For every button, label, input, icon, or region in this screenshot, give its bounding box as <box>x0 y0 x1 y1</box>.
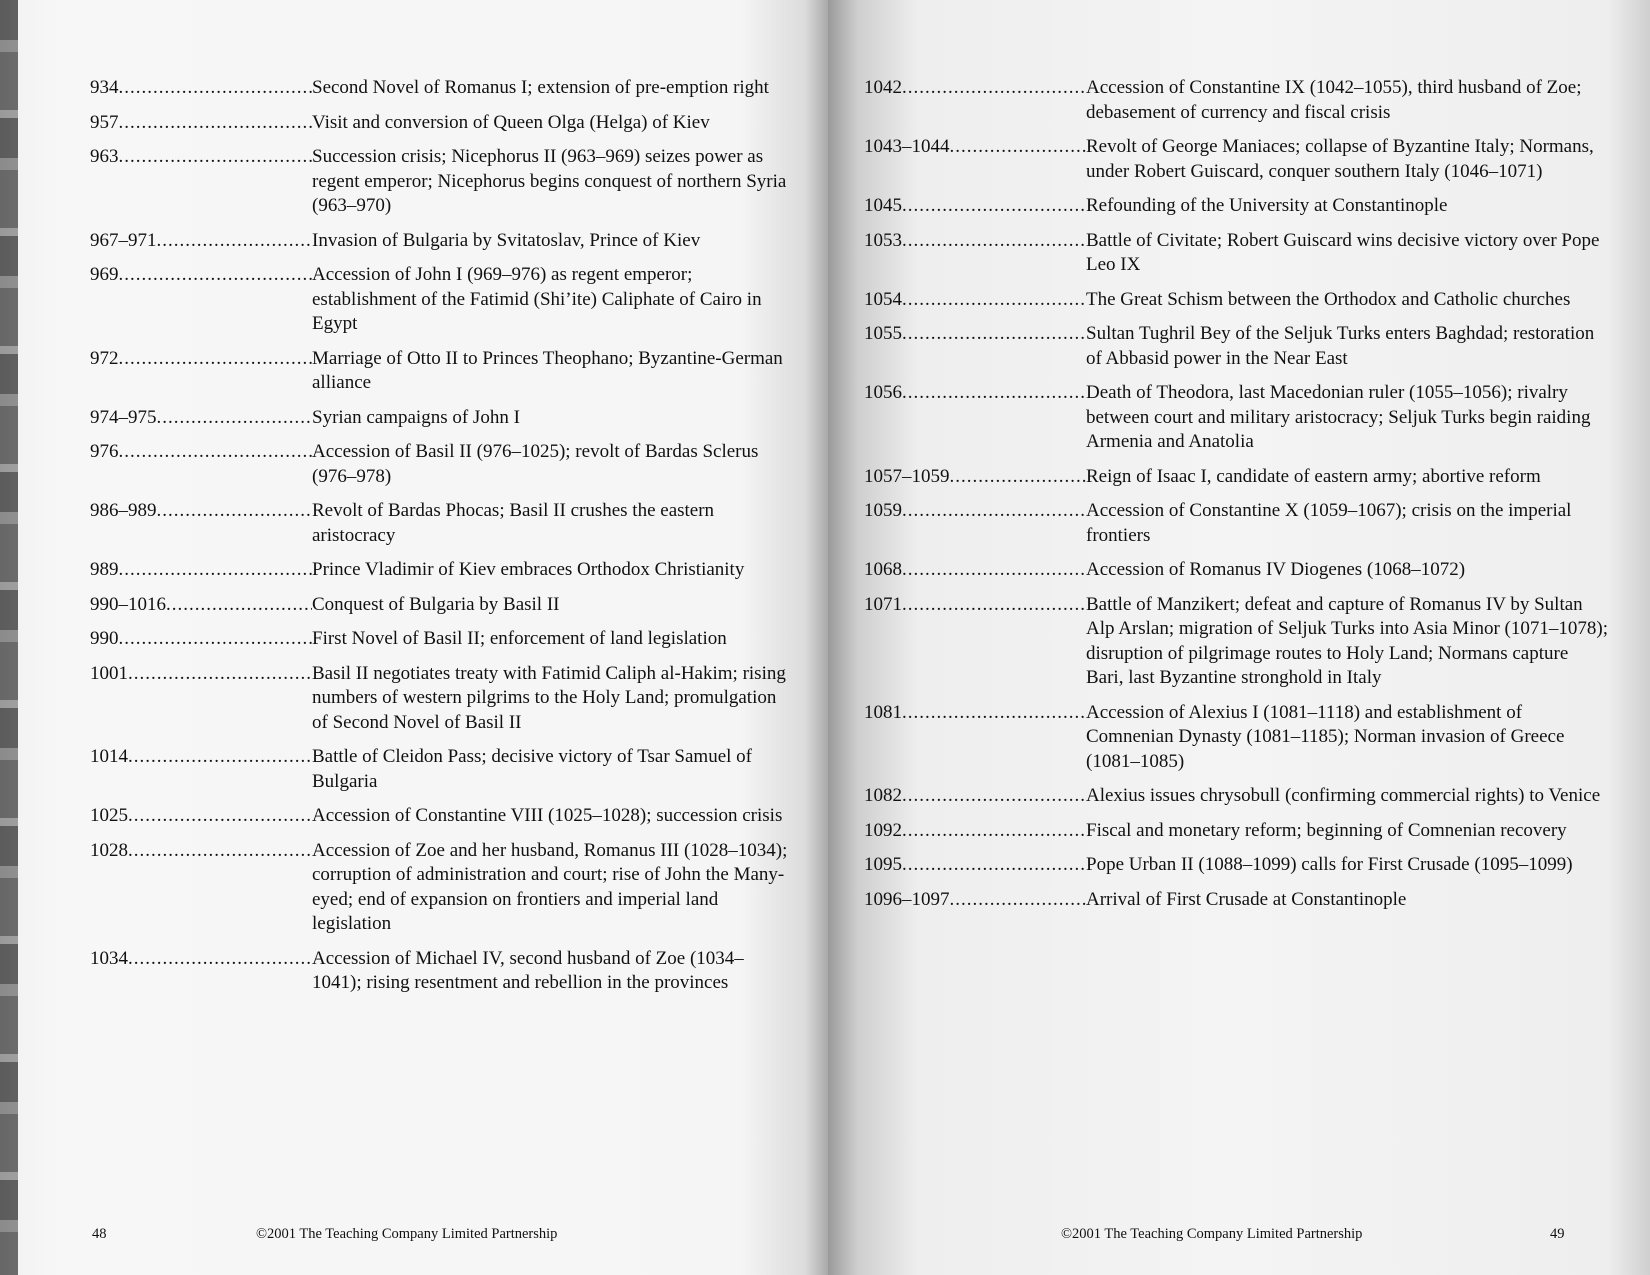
entry-description: First Novel of Basil II; enforcement of land legislation <box>312 628 727 649</box>
entry-description: Invasion of Bulgaria by Svitatoslav, Prince of Kiev <box>312 229 701 251</box>
timeline-entry <box>90 558 790 583</box>
entry-date: 974–975 <box>90 406 157 428</box>
entry-date: 1043–1044 <box>864 136 950 157</box>
timeline-entry <box>864 465 1609 490</box>
entry-date: 934 <box>90 77 119 98</box>
timeline-list-left <box>90 76 790 1006</box>
entry-date: 967–971 <box>90 229 157 251</box>
dot-leader <box>902 381 1086 455</box>
dot-leader <box>950 888 1087 913</box>
dot-leader <box>902 819 1086 844</box>
entry-description: Refounding of the University at Constantinople <box>1086 195 1448 216</box>
entry-description: Succession crisis; Nicephorus II (963–969) seizes power as regent emperor; Nicephorus begins conquest of northern Syria (963–970) <box>312 146 787 216</box>
entry-description: Accession of John I (969–976) as regent emperor; establishment of the Fatimid (Shi’ite) Caliphate of Cairo in Egypt <box>312 264 762 334</box>
dot-leader <box>902 701 1086 775</box>
entry-description: Prince Vladimir of Kiev embraces Orthodox Christianity <box>312 559 745 580</box>
entry-description: Second Novel of Romanus I; extension of pre-emption right <box>312 77 769 98</box>
timeline-entry <box>864 558 1609 583</box>
entry-date-leader <box>864 465 1086 490</box>
dot-leader <box>902 288 1086 313</box>
entry-date: 1068 <box>864 559 902 580</box>
entry-date-leader <box>864 135 1086 184</box>
timeline-entry <box>864 381 1609 455</box>
entry-date-leader <box>864 593 1086 691</box>
entry-description: Sultan Tughril Bey of the Seljuk Turks enters Baghdad; restoration of Abbasid power in the Near East <box>1086 323 1595 369</box>
timeline-entry <box>90 347 790 396</box>
entry-description: Alexius issues chrysobull (confirming commercial rights) to Venice <box>1086 785 1601 806</box>
timeline-entry <box>90 76 790 101</box>
entry-date: 1042 <box>864 77 902 98</box>
dot-leader <box>157 406 313 431</box>
dot-leader <box>902 194 1086 219</box>
entry-date: 1055 <box>864 323 902 344</box>
entry-date: 1095 <box>864 854 902 875</box>
timeline-entry <box>864 135 1609 184</box>
entry-date: 1059 <box>864 500 902 521</box>
dot-leader <box>157 229 313 254</box>
entry-description: Syrian campaigns of John I <box>312 406 520 428</box>
entry-date: 1025 <box>90 805 128 826</box>
entry-date-leader <box>90 111 312 136</box>
entry-date-leader <box>864 888 1086 913</box>
page-edge <box>0 0 18 1275</box>
timeline-entry <box>90 111 790 136</box>
entry-date: 1054 <box>864 288 902 310</box>
timeline-entry <box>864 888 1609 913</box>
entry-date-leader <box>864 194 1086 219</box>
timeline-entry <box>864 76 1609 125</box>
entry-date-leader <box>90 627 312 652</box>
dot-leader <box>902 76 1086 125</box>
timeline-entry <box>864 194 1609 219</box>
timeline-entry <box>864 229 1609 278</box>
entry-date: 1081 <box>864 701 902 723</box>
dot-leader <box>128 662 312 736</box>
entry-date: 989 <box>90 559 119 580</box>
entry-date-leader <box>90 745 312 794</box>
entry-date-leader <box>864 76 1086 125</box>
timeline-entry <box>864 853 1609 878</box>
entry-date: 1071 <box>864 593 902 615</box>
timeline-entry <box>90 406 790 431</box>
timeline-entry <box>864 819 1609 844</box>
dot-leader <box>902 593 1086 691</box>
entry-date-leader <box>864 288 1086 313</box>
entry-date-leader <box>864 499 1086 548</box>
timeline-entry <box>90 627 790 652</box>
entry-date: 1092 <box>864 819 902 841</box>
entry-date: 976 <box>90 441 119 462</box>
entry-date: 1028 <box>90 839 128 861</box>
timeline-entry <box>864 499 1609 548</box>
dot-leader <box>119 627 313 652</box>
dot-leader <box>902 229 1086 278</box>
dot-leader <box>119 76 313 101</box>
entry-date: 969 <box>90 264 119 285</box>
entry-date-leader <box>864 701 1086 775</box>
timeline-entry <box>864 593 1609 691</box>
timeline-entry <box>90 499 790 548</box>
timeline-entry <box>90 947 790 996</box>
timeline-entry <box>90 839 790 937</box>
timeline-entry <box>90 662 790 736</box>
entry-date: 1096–1097 <box>864 888 950 910</box>
timeline-entry <box>90 593 790 618</box>
timeline-entry <box>90 440 790 489</box>
entry-date: 957 <box>90 111 119 133</box>
entry-description: Marriage of Otto II to Princes Theophano; Byzantine-German alliance <box>312 347 783 393</box>
entry-date-leader <box>90 347 312 396</box>
timeline-entry <box>90 745 790 794</box>
entry-date: 990 <box>90 628 119 649</box>
timeline-entry <box>90 229 790 254</box>
dot-leader <box>119 145 313 219</box>
entry-date-leader <box>90 662 312 736</box>
entry-date: 986–989 <box>90 500 157 521</box>
entry-description: Accession of Zoe and her husband, Romanus III (1028–1034); corruption of administration and court; rise of John the Many-eyed; end of expansion on frontiers and imperial land legislation <box>312 839 788 934</box>
right-page <box>828 0 1650 1275</box>
timeline-entry <box>864 322 1609 371</box>
copyright-footer-left: ©2001 The Teaching Company Limited Partnership <box>256 1226 558 1242</box>
dot-leader <box>128 745 312 794</box>
entry-date: 1001 <box>90 662 128 684</box>
entry-description: Arrival of First Crusade at Constantinople <box>1086 888 1407 910</box>
dot-leader <box>128 804 312 829</box>
timeline-entry <box>90 263 790 337</box>
entry-date-leader <box>90 839 312 937</box>
entry-description: Accession of Constantine X (1059–1067); crisis on the imperial frontiers <box>1086 500 1572 546</box>
dot-leader <box>128 839 312 937</box>
dot-leader <box>166 593 312 618</box>
page-number-right: 49 <box>1550 1226 1565 1242</box>
entry-date: 1057–1059 <box>864 465 950 487</box>
timeline-entry <box>90 145 790 219</box>
dot-leader <box>119 111 313 136</box>
entry-date-leader <box>864 558 1086 583</box>
entry-date-leader <box>864 819 1086 844</box>
entry-description: The Great Schism between the Orthodox and Catholic churches <box>1086 288 1571 310</box>
timeline-entry <box>864 701 1609 775</box>
entry-date: 972 <box>90 347 119 369</box>
entry-date-leader <box>90 804 312 829</box>
entry-date: 1034 <box>90 947 128 969</box>
dot-leader <box>902 784 1086 809</box>
entry-description: Accession of Constantine VIII (1025–1028); succession crisis <box>312 805 783 826</box>
entry-date-leader <box>90 406 312 431</box>
timeline-entry <box>864 288 1609 313</box>
timeline-entry <box>864 784 1609 809</box>
dot-leader <box>128 947 312 996</box>
entry-date: 1056 <box>864 382 902 403</box>
entry-date-leader <box>90 229 312 254</box>
entry-description: Battle of Civitate; Robert Guiscard wins decisive victory over Pope Leo IX <box>1086 229 1600 275</box>
entry-date: 1014 <box>90 746 128 767</box>
entry-date-leader <box>90 263 312 337</box>
entry-description: Accession of Constantine IX (1042–1055), third husband of Zoe; debasement of currency and fiscal crisis <box>1086 77 1582 123</box>
dot-leader <box>950 135 1087 184</box>
timeline-entry <box>90 804 790 829</box>
entry-description: Accession of Romanus IV Diogenes (1068–1072) <box>1086 559 1466 580</box>
dot-leader <box>157 499 313 548</box>
entry-date: 963 <box>90 146 119 167</box>
entry-description: Conquest of Bulgaria by Basil II <box>312 593 560 615</box>
entry-date-leader <box>90 558 312 583</box>
entry-description: Pope Urban II (1088–1099) calls for First Crusade (1095–1099) <box>1086 854 1573 875</box>
dot-leader <box>902 853 1086 878</box>
entry-date-leader <box>90 76 312 101</box>
dot-leader <box>119 440 313 489</box>
entry-date-leader <box>90 440 312 489</box>
entry-date-leader <box>90 593 312 618</box>
entry-date: 1045 <box>864 195 902 216</box>
entry-description: Battle of Manzikert; defeat and capture of Romanus IV by Sultan Alp Arslan; migration of Seljuk Turks into Asia Minor (1071–1078); disruption of pilgrimage routes to Holy Land; Normans capture Bari, last Byzantine stronghold in Italy <box>1086 593 1608 688</box>
entry-date: 1053 <box>864 229 902 251</box>
entry-description: Fiscal and monetary reform; beginning of Comnenian recovery <box>1086 819 1567 841</box>
entry-description: Accession of Michael IV, second husband of Zoe (1034–1041); rising resentment and rebellion in the provinces <box>312 947 744 993</box>
entry-date: 1082 <box>864 785 902 806</box>
entry-date-leader <box>864 229 1086 278</box>
entry-description: Battle of Cleidon Pass; decisive victory of Tsar Samuel of Bulgaria <box>312 746 752 792</box>
dot-leader <box>119 263 313 337</box>
entry-description: Accession of Basil II (976–1025); revolt of Bardas Sclerus (976–978) <box>312 441 759 487</box>
entry-date-leader <box>864 853 1086 878</box>
dot-leader <box>902 558 1086 583</box>
entry-date-leader <box>90 145 312 219</box>
dot-leader <box>119 558 313 583</box>
entry-description: Revolt of Bardas Phocas; Basil II crushes the eastern aristocracy <box>312 500 715 546</box>
timeline-list-right <box>864 76 1609 922</box>
entry-date-leader <box>864 381 1086 455</box>
dot-leader <box>902 322 1086 371</box>
entry-date-leader <box>864 784 1086 809</box>
dot-leader <box>950 465 1087 490</box>
copyright-footer-right: ©2001 The Teaching Company Limited Partnership <box>1061 1226 1363 1242</box>
entry-date: 990–1016 <box>90 593 166 615</box>
page-number-left: 48 <box>92 1226 107 1242</box>
entry-date-leader <box>90 947 312 996</box>
entry-description: Visit and conversion of Queen Olga (Helga) of Kiev <box>312 111 710 133</box>
entry-description: Accession of Alexius I (1081–1118) and establishment of Comnenian Dynasty (1081–1185); Norman invasion of Greece (1081–1085) <box>1086 701 1565 772</box>
entry-description: Reign of Isaac I, candidate of eastern army; abortive reform <box>1086 465 1541 487</box>
entry-description: Revolt of George Maniaces; collapse of Byzantine Italy; Normans, under Robert Guiscard, conquer southern Italy (1046–1071) <box>1086 136 1594 182</box>
dot-leader <box>119 347 313 396</box>
entry-description: Basil II negotiates treaty with Fatimid Caliph al-Hakim; rising numbers of western pilgrims to the Holy Land; promulgation of Second Novel of Basil II <box>312 662 786 733</box>
entry-date-leader <box>864 322 1086 371</box>
entry-date-leader <box>90 499 312 548</box>
entry-description: Death of Theodora, last Macedonian ruler (1055–1056); rivalry between court and military aristocracy; Seljuk Turks begin raiding Armenia and Anatolia <box>1086 382 1591 452</box>
dot-leader <box>902 499 1086 548</box>
